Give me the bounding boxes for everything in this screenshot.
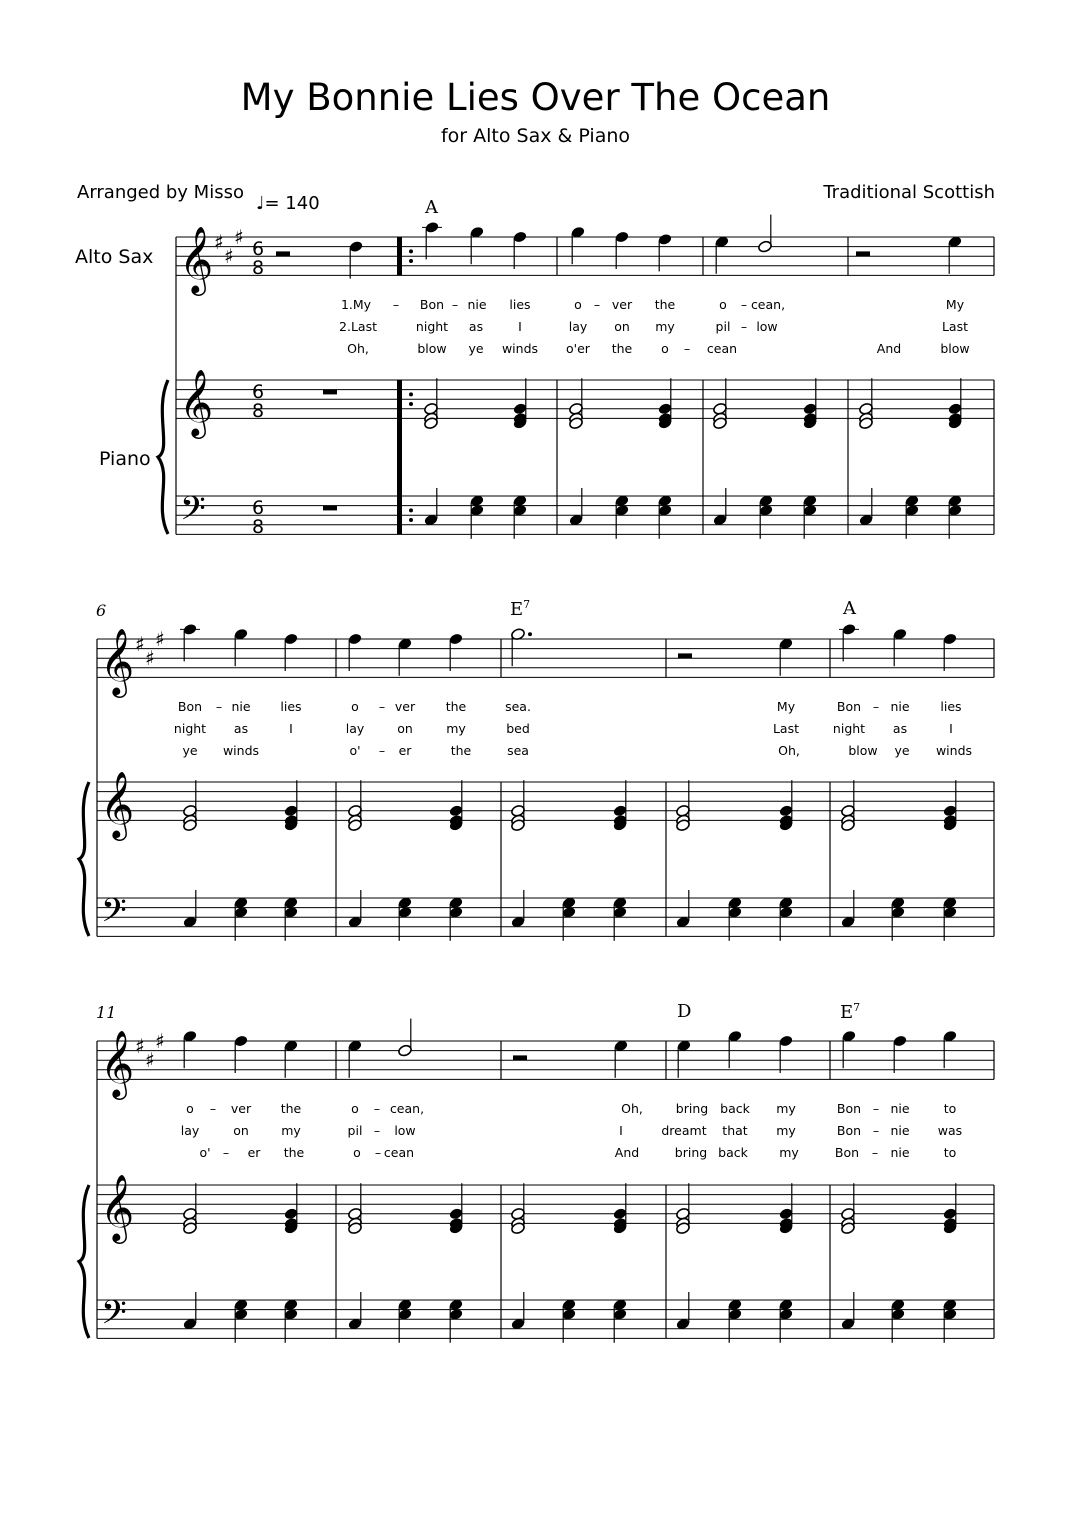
lyric-syllable: blow — [940, 341, 970, 356]
lyric-syllable: ye — [468, 341, 484, 356]
sharp-icon: ♯ — [234, 225, 244, 249]
lyric-syllable: the — [283, 1145, 305, 1160]
lyric-syllable: back — [720, 1101, 750, 1116]
quarter-note-icon: ♩ — [256, 193, 265, 214]
tempo-value: = 140 — [264, 193, 320, 214]
lyric-syllable: – — [373, 1123, 381, 1138]
lyric-syllable: lay — [568, 319, 588, 334]
lyric-syllable: And — [614, 1145, 640, 1160]
lyric-syllable: was — [937, 1123, 963, 1138]
half-rest — [678, 653, 692, 658]
lyric-syllable: Last — [941, 319, 969, 334]
lyric-syllable: low — [394, 1123, 416, 1138]
lyric-syllable: winds — [501, 341, 539, 356]
lyric-syllable: – — [209, 1101, 217, 1116]
chord-symbol: $E^7$ — [510, 598, 531, 620]
arranger-credit: Arranged by Misso — [77, 182, 244, 203]
lyric-syllable: – — [683, 341, 691, 356]
lyric-syllable: – — [872, 1101, 880, 1116]
chord-symbol: $E^7$ — [840, 1001, 861, 1023]
lyric-syllable: the — [654, 297, 676, 312]
sharp-icon: ♯ — [224, 244, 234, 268]
repeat-dot — [409, 508, 413, 512]
sharp-icon: ♯ — [135, 1034, 145, 1058]
lyric-syllable: nie — [890, 1123, 910, 1138]
lyric-syllable: o' — [349, 743, 361, 758]
lyric-syllable: as — [468, 319, 484, 334]
lyric-syllable: lies — [280, 699, 302, 714]
lyric-syllable: cean, — [389, 1101, 425, 1116]
lyric-syllable: pil — [347, 1123, 363, 1138]
lyric-syllable: – — [593, 297, 601, 312]
lyric-syllable: o'er — [566, 341, 590, 356]
repeat-barline — [397, 237, 402, 275]
measure-number: 11 — [96, 1003, 117, 1022]
lyric-syllable: my — [779, 1145, 799, 1160]
lyric-syllable: er — [398, 743, 412, 758]
score-title: My Bonnie Lies Over The Ocean — [240, 76, 831, 119]
time-signature: 8 — [252, 516, 265, 538]
lyric-syllable: – — [740, 319, 748, 334]
lyric-syllable: I — [949, 721, 953, 736]
repeat-dot — [409, 518, 413, 522]
lyric-syllable: sea. — [505, 699, 531, 714]
half-rest — [513, 1055, 527, 1060]
lyric-syllable: winds — [935, 743, 973, 758]
chord-symbol: A — [425, 197, 438, 218]
lyric-syllable: night — [173, 721, 207, 736]
lyric-syllable: Bon — [177, 699, 203, 714]
sharp-icon: ♯ — [135, 632, 145, 656]
lyric-syllable: as — [892, 721, 908, 736]
lyric-syllable: o — [353, 1145, 361, 1160]
lyric-syllable: I — [518, 319, 522, 334]
chord-symbol: A — [843, 598, 856, 619]
lyric-syllable: o' — [199, 1145, 211, 1160]
time-signature: 8 — [252, 400, 265, 422]
sharp-icon: ♯ — [155, 627, 165, 651]
lyric-syllable: my — [655, 319, 675, 334]
lyric-syllable: that — [722, 1123, 748, 1138]
lyric-syllable: bed — [506, 721, 530, 736]
lyric-syllable: on — [614, 319, 630, 334]
lyric-syllable: ver — [611, 297, 633, 312]
lyric-syllable: Bon — [419, 297, 445, 312]
lyric-syllable: Last — [772, 721, 800, 736]
lyric-syllable: ver — [230, 1101, 252, 1116]
lyric-syllable: bring — [675, 1101, 709, 1116]
lyric-syllable: my — [281, 1123, 301, 1138]
lyric-syllable: My — [945, 297, 965, 312]
lyric-syllable: cean — [383, 1145, 415, 1160]
lyric-syllable: Oh, — [778, 743, 800, 758]
lyric-syllable: on — [397, 721, 413, 736]
lyric-syllable: cean — [706, 341, 738, 356]
lyric-syllable: o — [351, 1101, 359, 1116]
chord-symbol: D — [677, 1001, 692, 1022]
time-signature: 8 — [252, 257, 265, 279]
lyric-syllable: bring — [674, 1145, 708, 1160]
lyric-syllable: – — [451, 297, 459, 312]
lyric-syllable: – — [215, 699, 223, 714]
lyric-syllable: ver — [394, 699, 416, 714]
treble-clef-icon: 𝄞 — [100, 1173, 135, 1241]
bass-clef-icon: 𝄢 — [101, 892, 127, 938]
lyric-syllable: lay — [180, 1123, 200, 1138]
repeat-dot — [409, 392, 413, 396]
lyric-syllable: I — [289, 721, 293, 736]
lyric-syllable: o — [719, 297, 727, 312]
lyric-syllable: lay — [345, 721, 365, 736]
lyric-syllable: – — [378, 699, 386, 714]
bass-clef-icon: 𝄢 — [101, 1294, 127, 1340]
lyric-syllable: nie — [467, 297, 487, 312]
lyric-syllable: the — [450, 743, 472, 758]
lyric-syllable: winds — [222, 743, 260, 758]
lyric-syllable: nie — [890, 1101, 910, 1116]
lyric-syllable: sea — [507, 743, 529, 758]
treble-clef-icon: 𝄞 — [179, 225, 214, 293]
lyric-syllable: – — [392, 297, 400, 312]
sax-instrument-label: Alto Sax — [75, 246, 154, 268]
treble-clef-icon: 𝄞 — [100, 770, 135, 838]
lyric-syllable: Bon — [834, 1145, 860, 1160]
lyric-syllable: nie — [890, 699, 910, 714]
lyric-syllable: my — [776, 1101, 796, 1116]
half-rest — [323, 389, 337, 394]
treble-clef-icon: 𝄞 — [100, 627, 135, 695]
time-signature: 6 — [252, 381, 265, 403]
lyric-syllable: my — [446, 721, 466, 736]
piano-instrument-label: Piano — [99, 448, 151, 470]
lyric-syllable: on — [233, 1123, 249, 1138]
lyric-syllable: lies — [509, 297, 531, 312]
sharp-icon: ♯ — [214, 230, 224, 254]
lyric-syllable: – — [872, 1123, 880, 1138]
sharp-icon: ♯ — [145, 1048, 155, 1072]
time-signature: 6 — [252, 497, 265, 519]
treble-clef-icon: 𝄞 — [100, 1029, 135, 1097]
lyric-syllable: – — [871, 1145, 879, 1160]
repeat-barline — [397, 380, 402, 534]
lyric-syllable: – — [872, 699, 880, 714]
lyric-syllable: my — [776, 1123, 796, 1138]
lyric-syllable: blow — [417, 341, 447, 356]
time-signature: 6 — [252, 238, 265, 260]
lyric-syllable: nie — [890, 1145, 910, 1160]
lyric-syllable: 1.My — [340, 297, 372, 312]
augmentation-dot — [528, 632, 532, 636]
lyric-syllable: o — [574, 297, 582, 312]
half-rest — [856, 251, 870, 256]
measure-number: 6 — [96, 601, 107, 620]
lyric-syllable: Bon — [836, 1101, 862, 1116]
composer-credit: Traditional Scottish — [823, 182, 995, 203]
lyric-syllable: the — [611, 341, 633, 356]
lyric-syllable: er — [247, 1145, 261, 1160]
lyric-syllable: lies — [940, 699, 962, 714]
lyric-syllable: blow — [848, 743, 878, 758]
lyric-syllable: o — [351, 699, 359, 714]
lyric-syllable: – — [222, 1145, 230, 1160]
lyric-syllable: the — [445, 699, 467, 714]
lyric-syllable: Bon — [836, 699, 862, 714]
lyric-syllable: Oh, — [347, 341, 369, 356]
piano-brace — [79, 782, 89, 936]
lyric-syllable: And — [876, 341, 902, 356]
repeat-dot — [409, 259, 413, 263]
lyric-syllable: 2.Last — [339, 319, 377, 334]
repeat-dot — [409, 249, 413, 253]
lyric-syllable: Oh, — [621, 1101, 643, 1116]
lyric-syllable: – — [374, 1145, 382, 1160]
lyric-syllable: the — [280, 1101, 302, 1116]
lyric-syllable: o — [661, 341, 669, 356]
half-rest — [276, 251, 290, 256]
lyric-syllable: Bon — [836, 1123, 862, 1138]
lyric-syllable: to — [943, 1101, 957, 1116]
sharp-icon: ♯ — [155, 1029, 165, 1053]
sharp-icon: ♯ — [145, 646, 155, 670]
lyric-syllable: back — [718, 1145, 748, 1160]
lyric-syllable: to — [943, 1145, 957, 1160]
lyric-syllable: – — [378, 743, 386, 758]
lyric-syllable: I — [619, 1123, 623, 1138]
lyric-syllable: ye — [182, 743, 198, 758]
lyric-syllable: My — [776, 699, 796, 714]
lyric-syllable: pil — [715, 319, 731, 334]
lyric-syllable: o — [186, 1101, 194, 1116]
lyric-syllable: night — [415, 319, 449, 334]
piano-brace — [158, 380, 168, 534]
lyric-syllable: as — [233, 721, 249, 736]
lyric-syllable: nie — [231, 699, 251, 714]
lyric-syllable: dreamt — [661, 1123, 707, 1138]
score-subtitle: for Alto Sax & Piano — [440, 125, 631, 147]
lyric-syllable: ye — [894, 743, 910, 758]
lyric-syllable: – — [740, 297, 748, 312]
half-rest — [323, 505, 337, 510]
treble-clef-icon: 𝄞 — [179, 368, 214, 436]
lyric-syllable: night — [832, 721, 866, 736]
lyric-syllable: – — [373, 1101, 381, 1116]
bass-clef-icon: 𝄢 — [180, 490, 206, 536]
lyric-syllable: low — [756, 319, 778, 334]
lyric-syllable: cean, — [750, 297, 786, 312]
repeat-dot — [409, 402, 413, 406]
piano-brace — [79, 1185, 89, 1338]
